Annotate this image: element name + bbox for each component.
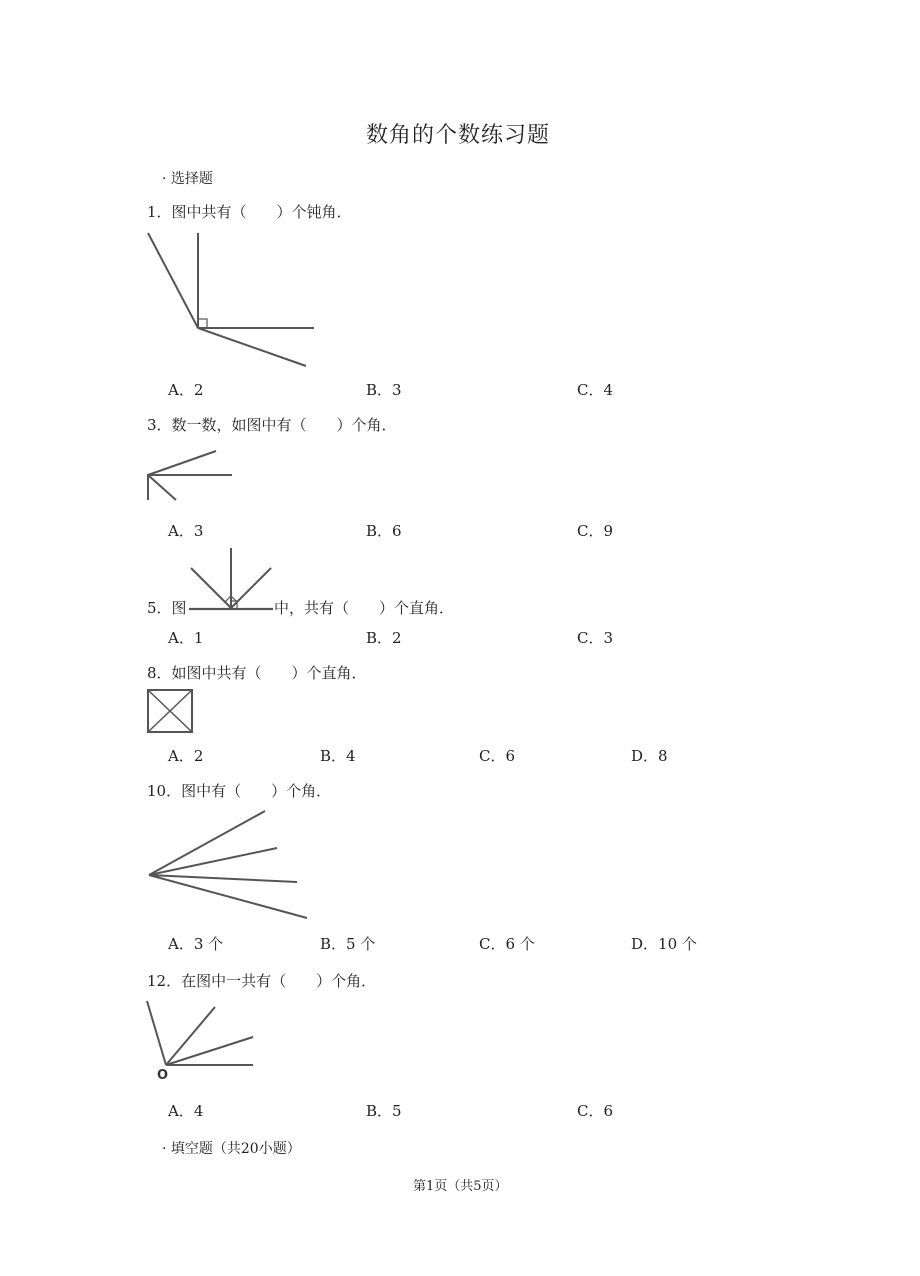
question-10-option-c[interactable]: C．6 个 — [479, 935, 535, 953]
question-1-option-c[interactable]: C．4 — [577, 381, 614, 399]
page-footer: 第1页（共5页） — [413, 1179, 508, 1194]
question-10-text: 10．图中有（ ）个角． — [147, 782, 332, 800]
question-5-option-b[interactable]: B．2 — [366, 629, 402, 647]
question-3-option-c[interactable]: C．9 — [577, 522, 614, 540]
question-8-option-c[interactable]: C．6 — [479, 747, 516, 765]
question-5-text-start: 5．图 — [147, 599, 187, 617]
question-1-figure — [140, 228, 320, 378]
question-10-option-b[interactable]: B．5 个 — [320, 935, 376, 953]
question-10-option-d[interactable]: D．10 个 — [631, 935, 697, 953]
question-8-text: 8．如图中共有（ ）个直角． — [147, 664, 367, 682]
question-8-option-d[interactable]: D．8 — [631, 747, 668, 765]
question-12-text: 12．在图中一共有（ ）个角． — [147, 972, 377, 990]
question-1-text: 1．图中共有（ ）个钝角． — [147, 203, 352, 221]
question-3-figure — [140, 446, 240, 506]
page-title: 数角的个数练习题 — [366, 123, 551, 148]
question-12-figure — [143, 997, 263, 1072]
question-1-option-b[interactable]: B．3 — [366, 381, 402, 399]
question-5-option-a[interactable]: A．1 — [168, 629, 204, 647]
question-12-option-b[interactable]: B．5 — [366, 1102, 402, 1120]
question-1-option-a[interactable]: A．2 — [168, 381, 204, 399]
question-5-option-c[interactable]: C．3 — [577, 629, 614, 647]
section-heading-fill-blank: · 填空题（共20小题） — [162, 1141, 301, 1157]
question-10-figure — [145, 806, 315, 926]
question-8-option-a[interactable]: A．2 — [168, 747, 204, 765]
question-3-option-b[interactable]: B．6 — [366, 522, 402, 540]
question-8-option-b[interactable]: B．4 — [320, 747, 356, 765]
question-12-option-a[interactable]: A．4 — [168, 1102, 204, 1120]
question-5-figure — [187, 546, 277, 611]
question-8-figure — [147, 689, 197, 735]
question-12-option-c[interactable]: C．6 — [577, 1102, 614, 1120]
point-label-o: O — [157, 1068, 169, 1083]
question-3-text: 3．数一数，如图中有（ ）个角． — [147, 416, 397, 434]
section-heading-choice: · 选择题 — [162, 171, 213, 187]
question-5-text-end: 中，共有（ ）个直角． — [274, 599, 455, 617]
question-10-option-a[interactable]: A．3 个 — [168, 935, 224, 953]
question-3-option-a[interactable]: A．3 — [168, 522, 204, 540]
